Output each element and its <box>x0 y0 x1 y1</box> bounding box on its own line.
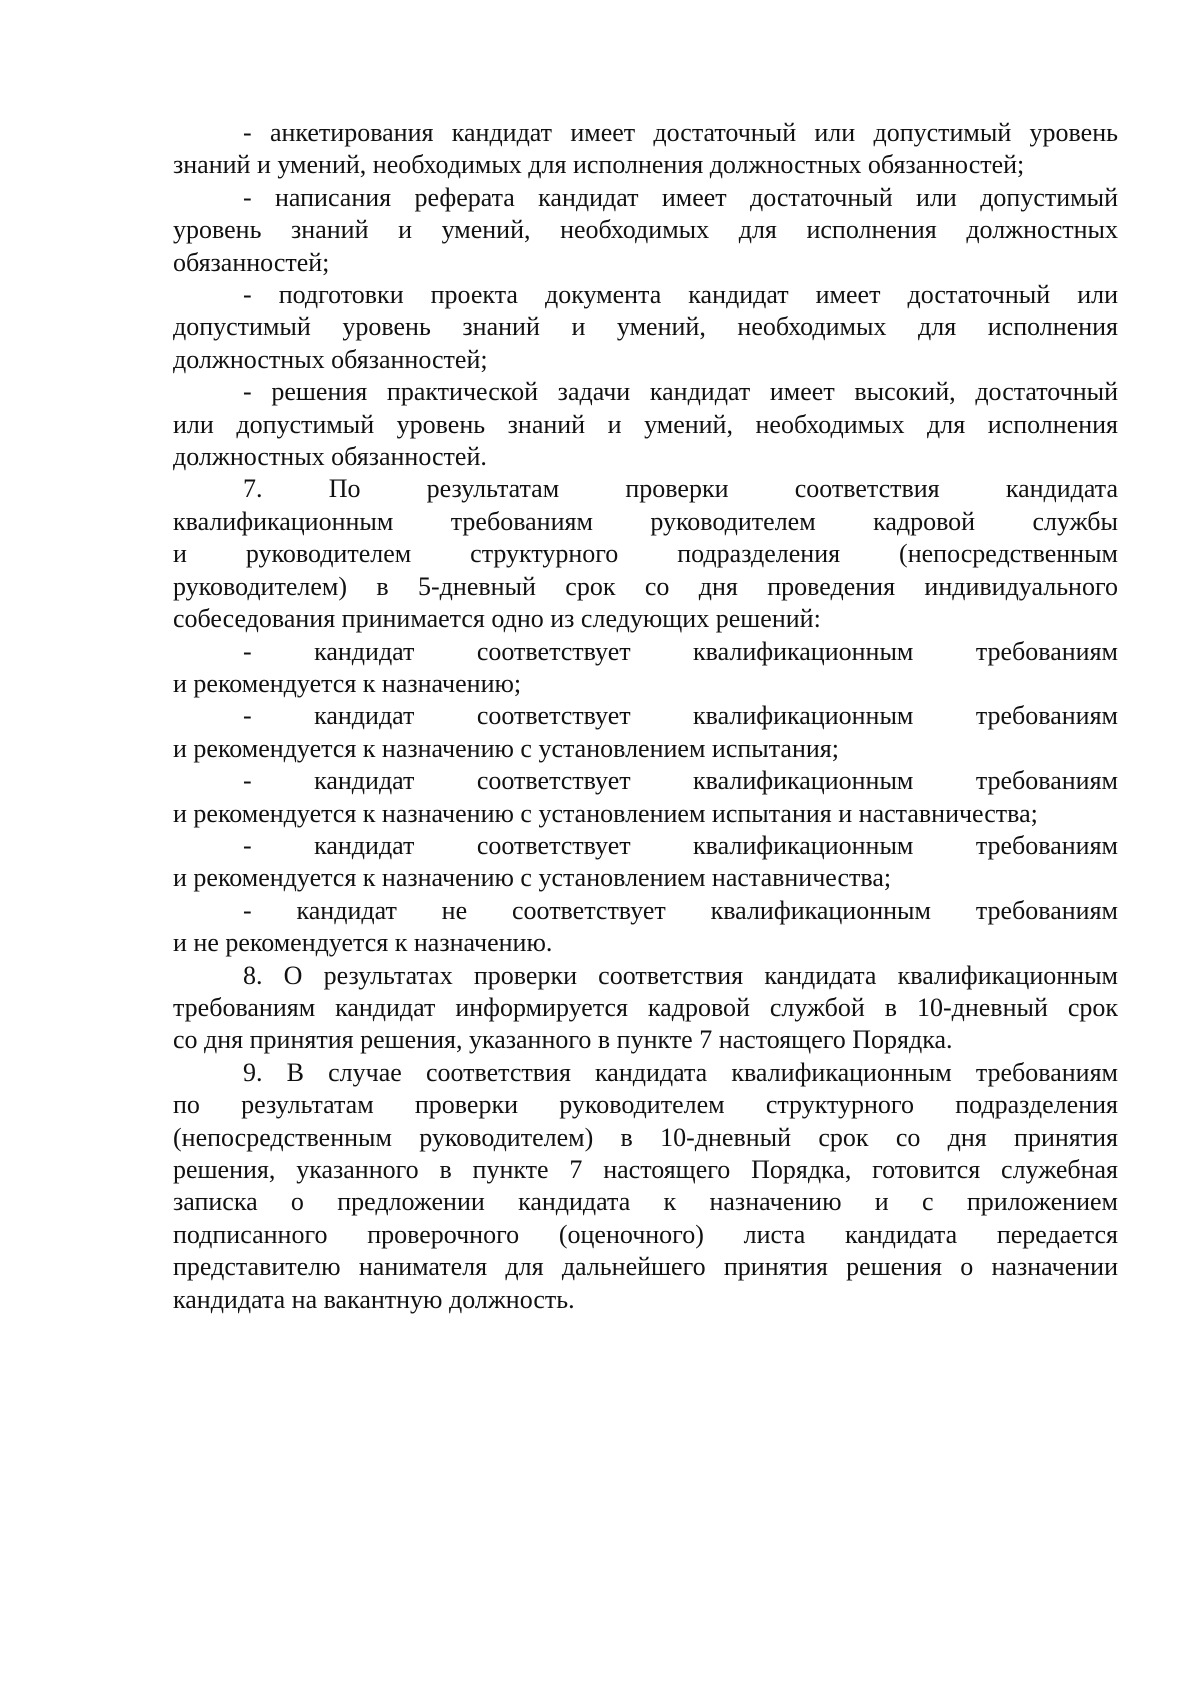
text-line: руководителем) в 5-дневный срок со дня проведения индивидуального <box>173 571 1118 601</box>
text-line: и рекомендуется к назначению с установлением наставничества; <box>173 863 892 893</box>
text-line: подписанного проверочного (оценочного) листа кандидата передается <box>173 1219 1118 1249</box>
paragraph-item-9 <box>173 1057 1118 1316</box>
paragraph-draft-document <box>173 279 1118 376</box>
paragraph-decision-4 <box>173 830 1118 895</box>
text-line: представителю нанимателя для дальнейшего принятия решения о назначении <box>173 1252 1118 1282</box>
text-line: решения, указанного в пункте 7 настоящего Порядка, готовится служебная <box>173 1155 1118 1184</box>
paragraph-decision-5 <box>173 895 1118 960</box>
text-line: допустимый уровень знаний и умений, необходимых для исполнения <box>173 312 1118 342</box>
paragraph-questionnaire <box>173 117 1118 182</box>
document-body <box>173 117 1118 1316</box>
paragraph-decision-3 <box>173 765 1118 830</box>
text-line: (непосредственным руководителем) в 10-дневный срок со дня принятия <box>173 1122 1118 1152</box>
paragraph-item-7 <box>173 473 1118 635</box>
text-line: - кандидат соответствует квалификационным требованиям <box>243 701 1118 731</box>
text-line: обязанностей; <box>173 247 330 277</box>
paragraph-practical-task <box>173 376 1118 473</box>
text-line: и рекомендуется к назначению с установлением испытания; <box>173 733 839 763</box>
text-line: - кандидат соответствует квалификационным требованиям <box>243 830 1118 860</box>
text-line: и рекомендуется к назначению; <box>173 668 522 698</box>
text-line: - решения практической задачи кандидат имеет высокий, достаточный <box>243 377 1118 407</box>
text-line: или допустимый уровень знаний и умений, необходимых для исполнения <box>173 409 1118 439</box>
text-line: требованиям кандидат информируется кадровой службой в 10-дневный срок <box>173 992 1118 1022</box>
text-line: уровень знаний и умений, необходимых для исполнения должностных <box>173 215 1118 245</box>
paragraph-essay <box>173 182 1118 279</box>
text-line: - кандидат соответствует квалификационным требованиям <box>243 766 1118 796</box>
text-line: записка о предложении кандидата к назначению и с приложением <box>173 1187 1118 1217</box>
text-line: - анкетирования кандидат имеет достаточный или допустимый уровень <box>243 118 1118 147</box>
text-line: кандидата на вакантную должность. <box>173 1284 575 1314</box>
text-line: - подготовки проекта документа кандидат имеет достаточный или <box>243 280 1118 310</box>
paragraph-item-8 <box>173 960 1118 1057</box>
text-line: - кандидат соответствует квалификационным требованиям <box>243 636 1118 666</box>
text-line: - кандидат не соответствует квалификационным требованиям <box>243 895 1118 925</box>
paragraph-decision-2 <box>173 700 1118 765</box>
text-line: квалификационным требованиям руководителем кадровой службы <box>173 506 1118 536</box>
text-line: знаний и умений, необходимых для исполнения должностных обязанностей; <box>173 150 1025 180</box>
text-line: 9. В случае соответствия кандидата квалификационным требованиям <box>243 1057 1118 1087</box>
text-line: и не рекомендуется к назначению. <box>173 928 553 958</box>
text-line: должностных обязанностей. <box>173 442 487 472</box>
paragraph-decision-1 <box>173 636 1118 701</box>
text-line: и рекомендуется к назначению с установлением испытания и наставничества; <box>173 798 1038 828</box>
text-line: со дня принятия решения, указанного в пункте 7 настоящего Порядка. <box>173 1025 953 1055</box>
text-line: по результатам проверки руководителем структурного подразделения <box>173 1090 1118 1120</box>
text-line: должностных обязанностей; <box>173 344 488 374</box>
text-line: собеседования принимается одно из следующих решений: <box>173 604 821 634</box>
text-line: - написания реферата кандидат имеет достаточный или допустимый <box>243 182 1118 212</box>
text-line: и руководителем структурного подразделения (непосредственным <box>173 539 1118 569</box>
text-line: 8. О результатах проверки соответствия кандидата квалификационным <box>243 960 1118 990</box>
text-line: 7. По результатам проверки соответствия кандидата <box>243 474 1118 504</box>
